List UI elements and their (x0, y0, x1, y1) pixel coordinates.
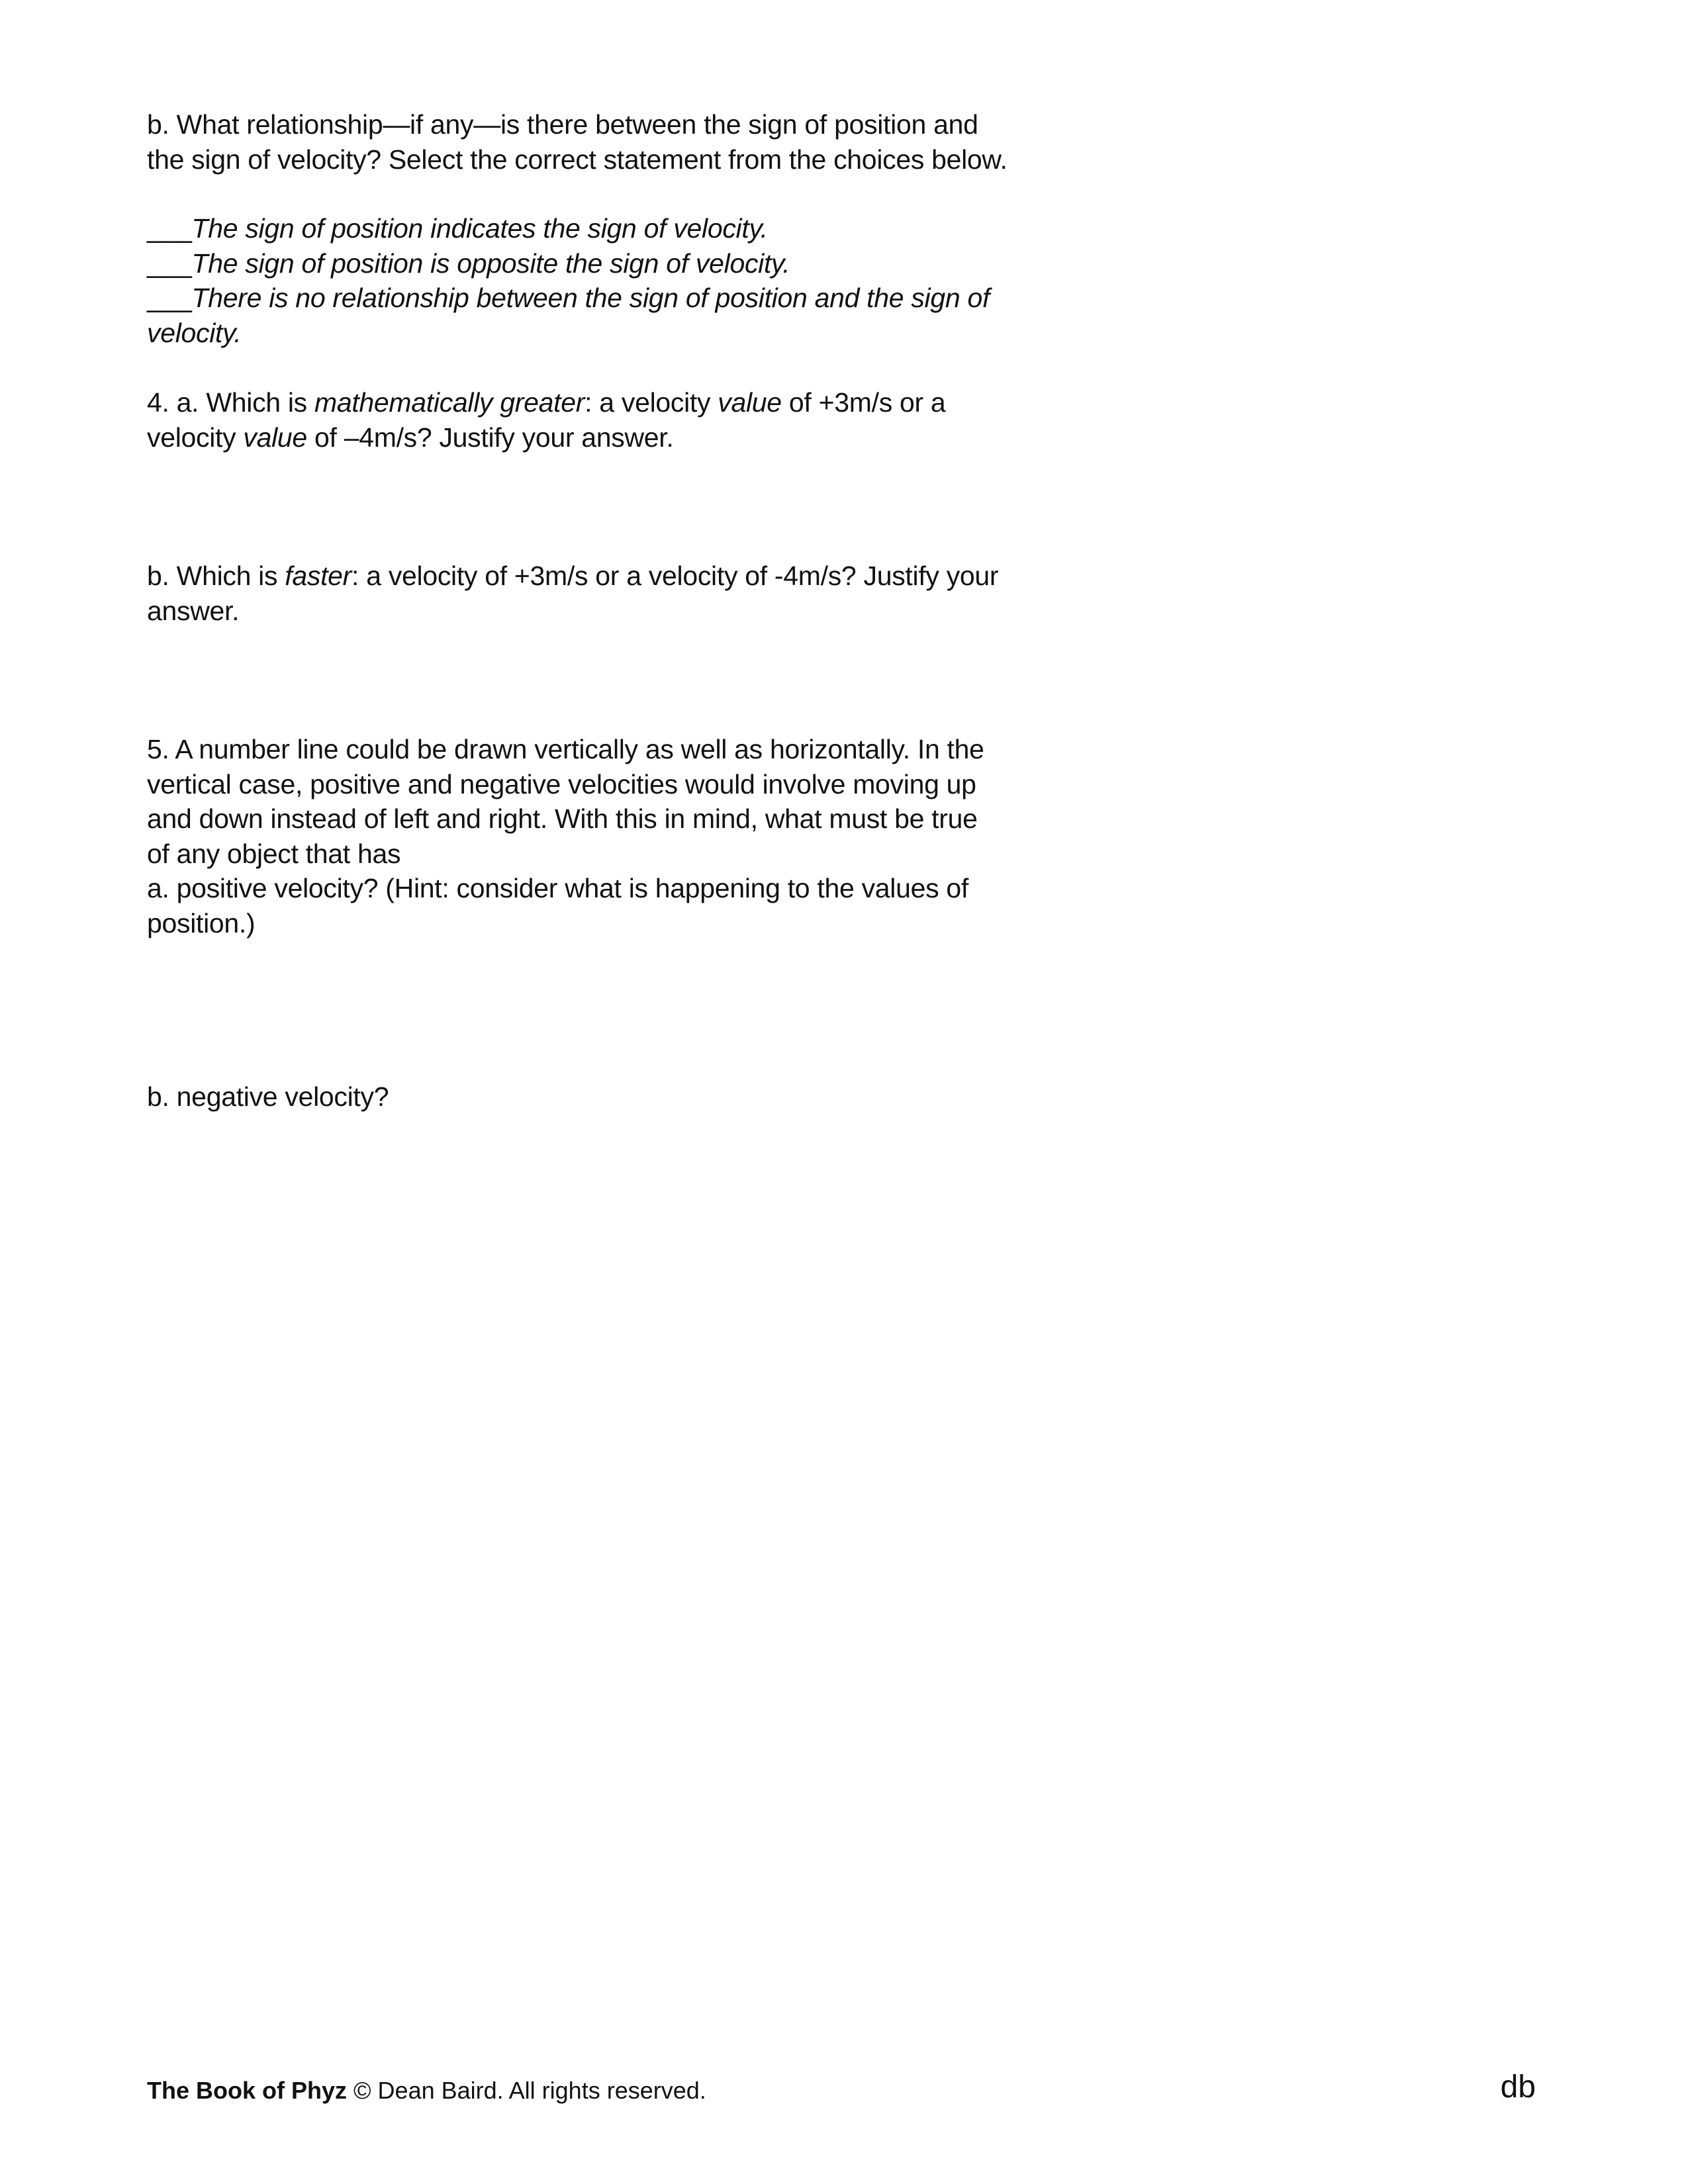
question-3b (147, 107, 1034, 177)
question-4a-line-2-pre: velocity (147, 422, 244, 453)
question-5b (147, 1079, 1034, 1115)
question-4a-emphasis-greater: mathematically greater (314, 387, 585, 418)
choice-3-blank: ___ (147, 283, 192, 313)
question-4b-line-1 (147, 559, 1034, 594)
question-3b-line-2: the sign of velocity? Select the correct statement from the choices below. (147, 144, 1008, 175)
question-5b-line-1: b. negative velocity? (147, 1081, 389, 1112)
question-5a-line-1: a. positive velocity? (Hint: consider what is happening to the values of (147, 873, 968, 903)
book-title: The Book of Phyz (147, 2077, 348, 2104)
question-4b-emphasis-faster: faster (285, 561, 352, 591)
question-4b-line-2: answer. (147, 595, 240, 626)
page-footer (147, 2077, 706, 2105)
question-5-line-4: of any object that has (147, 838, 401, 869)
author-initials: db (1500, 2070, 1536, 2105)
choice-2 (147, 246, 1034, 281)
choice-3-continued: velocity. (147, 317, 242, 348)
question-4b-rest: : a velocity of +3m/s or a velocity of -4m/s? Justify your (352, 561, 999, 591)
choice-2-blank: ___ (147, 248, 192, 279)
choice-1-text: The sign of position indicates the sign of velocity. (191, 213, 768, 244)
question-3b-line-1: b. What relationship—if any—is there between the sign of position and (147, 109, 978, 140)
question-4a-mid-1: : a velocity (585, 387, 718, 418)
question-4b-prefix: b. Which is (147, 561, 285, 591)
choice-3 (147, 281, 1034, 316)
copyright-notice: © Dean Baird. All rights reserved. (347, 2077, 706, 2104)
question-4a-emphasis-value-1: value (718, 387, 782, 418)
question-4a (147, 385, 1034, 455)
question-5 (147, 732, 1034, 940)
question-4a-emphasis-value-2: value (243, 422, 307, 453)
question-4a-line-2-post: of –4m/s? Justify your answer. (306, 422, 674, 453)
question-5-line-2: vertical case, positive and negative velocities would involve moving up (147, 768, 976, 799)
question-4a-prefix: 4. a. Which is (147, 387, 314, 418)
question-4a-line-1 (147, 385, 1034, 420)
question-5-line-1: 5. A number line could be drawn vertically as well as horizontally. In the (147, 734, 984, 764)
question-5a-line-2: position.) (147, 907, 256, 938)
question-4b (147, 559, 1034, 628)
choice-3-text: There is no relationship between the sign of position and the sign of (191, 283, 990, 313)
question-5-line-3: and down instead of left and right. With this in mind, what must be true (147, 803, 978, 834)
choice-1-blank: ___ (147, 213, 192, 244)
choice-2-text: The sign of position is opposite the sign of velocity. (191, 248, 790, 279)
question-4a-mid-2: of +3m/s or a (781, 387, 946, 418)
answer-choices (147, 211, 1034, 350)
question-4a-line-2 (147, 420, 1034, 455)
choice-1 (147, 211, 1034, 246)
